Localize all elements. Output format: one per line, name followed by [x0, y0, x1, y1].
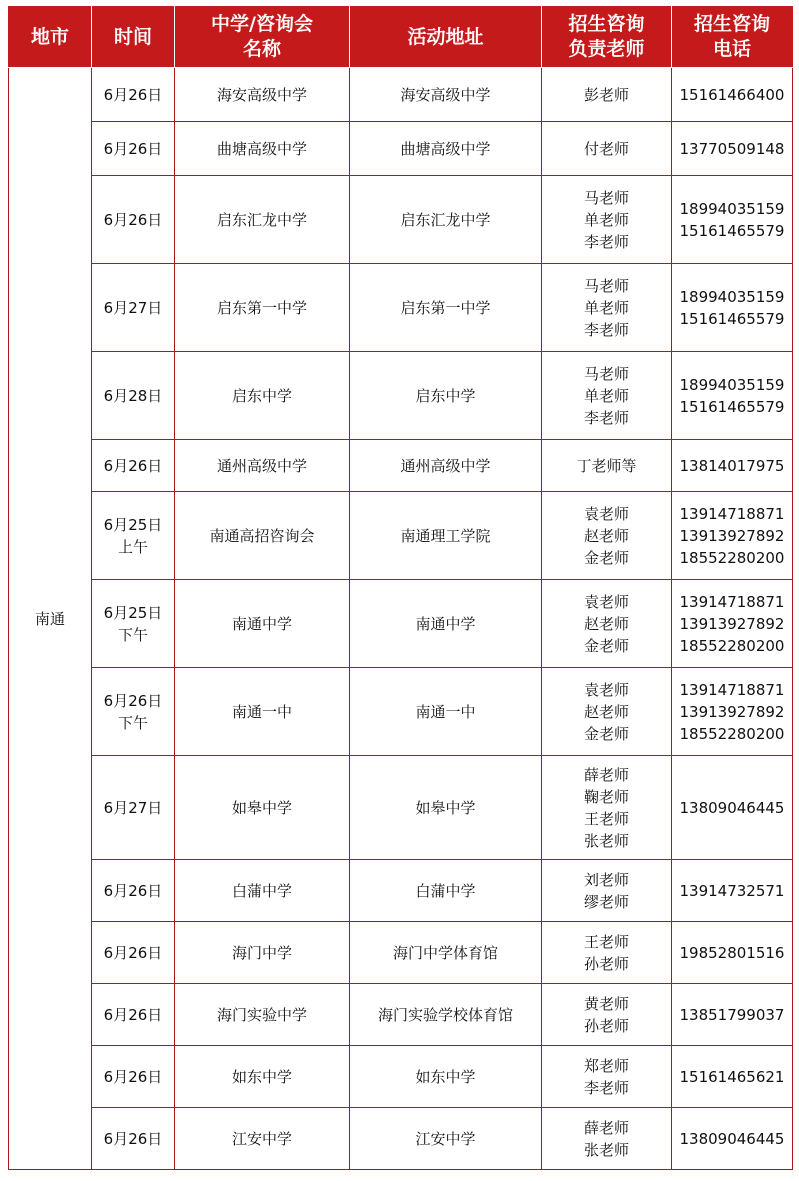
date-cell-line: 6月28日	[103, 386, 163, 405]
school-cell: 如东中学	[175, 1046, 350, 1108]
teacher-cell-line: 张老师	[583, 1140, 629, 1159]
teacher-cell-line: 单老师	[583, 386, 629, 405]
date-cell	[92, 668, 175, 756]
teacher-cell-line: 单老师	[583, 298, 629, 317]
teacher-cell-line: 薛老师	[583, 1118, 629, 1137]
table-row	[9, 922, 793, 984]
school-cell: 海安高级中学	[175, 68, 350, 122]
school-cell: 如皋中学	[175, 756, 350, 860]
date-cell-line: 下午	[117, 625, 148, 644]
teacher-cell-line: 袁老师	[583, 592, 629, 611]
school-cell: 启东汇龙中学	[175, 176, 350, 264]
teacher-cell-line: 郑老师	[583, 1056, 629, 1075]
address-cell: 如东中学	[350, 1046, 542, 1108]
phone-cell	[672, 984, 793, 1046]
phone-cell-line: 18994035159	[679, 287, 785, 306]
school-cell: 白蒲中学	[175, 860, 350, 922]
teacher-cell-line: 李老师	[583, 232, 629, 251]
date-cell-line: 6月26日	[103, 139, 163, 158]
date-cell-line: 6月26日	[103, 456, 163, 475]
teacher-cell	[542, 176, 672, 264]
date-cell-line: 上午	[117, 537, 148, 556]
table-body	[9, 68, 793, 1170]
teacher-cell-line: 丁老师等	[576, 456, 637, 475]
teacher-cell	[542, 1108, 672, 1170]
table-row	[9, 860, 793, 922]
date-cell-line: 6月27日	[103, 298, 163, 317]
date-cell-line: 6月27日	[103, 798, 163, 817]
header-phone	[672, 7, 793, 68]
phone-cell-line: 18994035159	[679, 199, 785, 218]
phone-cell	[672, 580, 793, 668]
phone-cell	[672, 492, 793, 580]
phone-cell	[672, 860, 793, 922]
date-cell-line: 6月26日	[103, 210, 163, 229]
date-cell-line: 6月25日	[103, 603, 163, 622]
phone-cell-line: 13913927892	[679, 526, 785, 545]
phone-cell-line: 15161465579	[679, 309, 785, 328]
teacher-cell-line: 薛老师	[583, 765, 629, 784]
address-cell: 白蒲中学	[350, 860, 542, 922]
teacher-cell-line: 赵老师	[583, 702, 629, 721]
address-cell: 启东中学	[350, 352, 542, 440]
phone-cell	[672, 668, 793, 756]
date-cell	[92, 176, 175, 264]
phone-cell-line: 19852801516	[679, 943, 785, 962]
teacher-cell	[542, 756, 672, 860]
teacher-cell-line: 黄老师	[583, 994, 629, 1013]
address-cell: 南通中学	[350, 580, 542, 668]
teacher-cell-line: 李老师	[583, 1078, 629, 1097]
teacher-cell-line: 缪老师	[583, 892, 629, 911]
date-cell	[92, 352, 175, 440]
address-cell: 海安高级中学	[350, 68, 542, 122]
address-cell: 海门实验学校体育馆	[350, 984, 542, 1046]
teacher-cell-line: 马老师	[583, 364, 629, 383]
header-school	[175, 7, 350, 68]
phone-cell	[672, 756, 793, 860]
address-cell: 通州高级中学	[350, 440, 542, 492]
teacher-cell-line: 马老师	[583, 188, 629, 207]
date-cell	[92, 440, 175, 492]
header-phone-line-1: 招生咨询	[693, 13, 770, 35]
teacher-cell-line: 鞠老师	[583, 787, 629, 806]
teacher-cell	[542, 984, 672, 1046]
teacher-cell	[542, 68, 672, 122]
header-school-line-1: 中学/咨询会	[211, 13, 313, 35]
school-cell: 南通一中	[175, 668, 350, 756]
school-cell: 启东第一中学	[175, 264, 350, 352]
school-cell: 南通高招咨询会	[175, 492, 350, 580]
date-cell	[92, 1046, 175, 1108]
teacher-cell-line: 袁老师	[583, 680, 629, 699]
phone-cell-line: 15161465579	[679, 221, 785, 240]
phone-cell-line: 13809046445	[679, 798, 785, 817]
address-cell: 南通一中	[350, 668, 542, 756]
date-cell-line: 6月26日	[103, 1067, 163, 1086]
address-cell: 曲塘高级中学	[350, 122, 542, 176]
teacher-cell-line: 孙老师	[583, 1016, 629, 1035]
phone-cell	[672, 440, 793, 492]
teacher-cell-line: 赵老师	[583, 614, 629, 633]
teacher-cell-line: 单老师	[583, 210, 629, 229]
header-date-text: 时间	[113, 25, 152, 48]
address-cell: 江安中学	[350, 1108, 542, 1170]
phone-cell-line: 18552280200	[679, 548, 785, 567]
teacher-cell-line: 赵老师	[583, 526, 629, 545]
date-cell	[92, 264, 175, 352]
date-cell	[92, 922, 175, 984]
table-row	[9, 984, 793, 1046]
header-teacher-line-1: 招生咨询	[568, 13, 645, 35]
table-row	[9, 756, 793, 860]
teacher-cell-line: 金老师	[583, 636, 629, 655]
phone-cell	[672, 1046, 793, 1108]
teacher-cell-line: 王老师	[583, 809, 629, 828]
header-school-line-2: 名称	[242, 38, 281, 60]
address-cell: 海门中学体育馆	[350, 922, 542, 984]
table-row	[9, 1108, 793, 1170]
phone-cell-line: 13913927892	[679, 702, 785, 721]
teacher-cell	[542, 1046, 672, 1108]
school-cell: 江安中学	[175, 1108, 350, 1170]
school-cell: 海门实验中学	[175, 984, 350, 1046]
date-cell-line: 6月26日	[103, 1129, 163, 1148]
date-cell-line: 6月26日	[103, 943, 163, 962]
phone-cell-line: 18994035159	[679, 375, 785, 394]
header-address-text: 活动地址	[407, 25, 484, 48]
phone-cell	[672, 352, 793, 440]
header-address	[350, 7, 542, 68]
school-cell: 南通中学	[175, 580, 350, 668]
teacher-cell-line: 王老师	[583, 932, 629, 951]
address-cell: 启东汇龙中学	[350, 176, 542, 264]
header-city-text: 地市	[30, 25, 69, 48]
table-row	[9, 176, 793, 264]
address-cell: 如皋中学	[350, 756, 542, 860]
phone-cell-line: 13914718871	[679, 592, 785, 611]
header-teacher	[542, 7, 672, 68]
table-row	[9, 440, 793, 492]
phone-cell-line: 13814017975	[679, 456, 785, 475]
table-header-row	[9, 7, 793, 68]
teacher-cell-line: 张老师	[583, 831, 629, 850]
phone-cell-line: 15161466400	[679, 85, 785, 104]
date-cell-line: 6月25日	[103, 515, 163, 534]
date-cell-line: 6月26日	[103, 1005, 163, 1024]
school-cell: 曲塘高级中学	[175, 122, 350, 176]
table-row	[9, 68, 793, 122]
teacher-cell	[542, 352, 672, 440]
phone-cell-line: 15161465621	[679, 1067, 785, 1086]
phone-cell-line: 18552280200	[679, 636, 785, 655]
phone-cell-line: 15161465579	[679, 397, 785, 416]
date-cell-line: 下午	[117, 713, 148, 732]
school-cell: 通州高级中学	[175, 440, 350, 492]
school-cell: 海门中学	[175, 922, 350, 984]
teacher-cell	[542, 122, 672, 176]
teacher-cell	[542, 580, 672, 668]
city-cell: 南通	[9, 68, 92, 1170]
phone-cell-line: 18552280200	[679, 724, 785, 743]
phone-cell-line: 13914718871	[679, 504, 785, 523]
teacher-cell-line: 李老师	[583, 320, 629, 339]
header-date	[92, 7, 175, 68]
phone-cell-line: 13913927892	[679, 614, 785, 633]
date-cell-line: 6月26日	[103, 881, 163, 900]
table-row	[9, 668, 793, 756]
date-cell	[92, 1108, 175, 1170]
teacher-cell-line: 孙老师	[583, 954, 629, 973]
address-cell: 启东第一中学	[350, 264, 542, 352]
phone-cell	[672, 68, 793, 122]
phone-cell	[672, 922, 793, 984]
header-phone-line-2: 电话	[712, 38, 751, 60]
teacher-cell-line: 付老师	[583, 139, 629, 158]
address-cell: 南通理工学院	[350, 492, 542, 580]
table-row	[9, 492, 793, 580]
table-row	[9, 122, 793, 176]
teacher-cell	[542, 860, 672, 922]
teacher-cell	[542, 922, 672, 984]
phone-cell	[672, 122, 793, 176]
date-cell	[92, 580, 175, 668]
date-cell	[92, 492, 175, 580]
teacher-cell-line: 李老师	[583, 408, 629, 427]
phone-cell	[672, 264, 793, 352]
header-city	[9, 7, 92, 68]
enrollment-consultation-table	[8, 6, 793, 1170]
phone-cell	[672, 176, 793, 264]
date-cell	[92, 984, 175, 1046]
phone-cell-line: 13770509148	[679, 139, 785, 158]
date-cell	[92, 68, 175, 122]
teacher-cell	[542, 264, 672, 352]
teacher-cell-line: 彭老师	[583, 85, 629, 104]
date-cell	[92, 860, 175, 922]
table-row	[9, 1046, 793, 1108]
table-row	[9, 580, 793, 668]
phone-cell-line: 13851799037	[679, 1005, 785, 1024]
date-cell	[92, 122, 175, 176]
teacher-cell-line: 马老师	[583, 276, 629, 295]
table-row	[9, 264, 793, 352]
phone-cell-line: 13914732571	[679, 881, 785, 900]
date-cell-line: 6月26日	[103, 85, 163, 104]
header-teacher-line-2: 负责老师	[568, 38, 645, 60]
school-cell: 启东中学	[175, 352, 350, 440]
teacher-cell-line: 金老师	[583, 724, 629, 743]
teacher-cell-line: 金老师	[583, 548, 629, 567]
phone-cell	[672, 1108, 793, 1170]
phone-cell-line: 13914718871	[679, 680, 785, 699]
teacher-cell	[542, 668, 672, 756]
teacher-cell	[542, 440, 672, 492]
phone-cell-line: 13809046445	[679, 1129, 785, 1148]
teacher-cell	[542, 492, 672, 580]
table-row	[9, 352, 793, 440]
date-cell-line: 6月26日	[103, 691, 163, 710]
teacher-cell-line: 刘老师	[583, 870, 629, 889]
date-cell	[92, 756, 175, 860]
teacher-cell-line: 袁老师	[583, 504, 629, 523]
